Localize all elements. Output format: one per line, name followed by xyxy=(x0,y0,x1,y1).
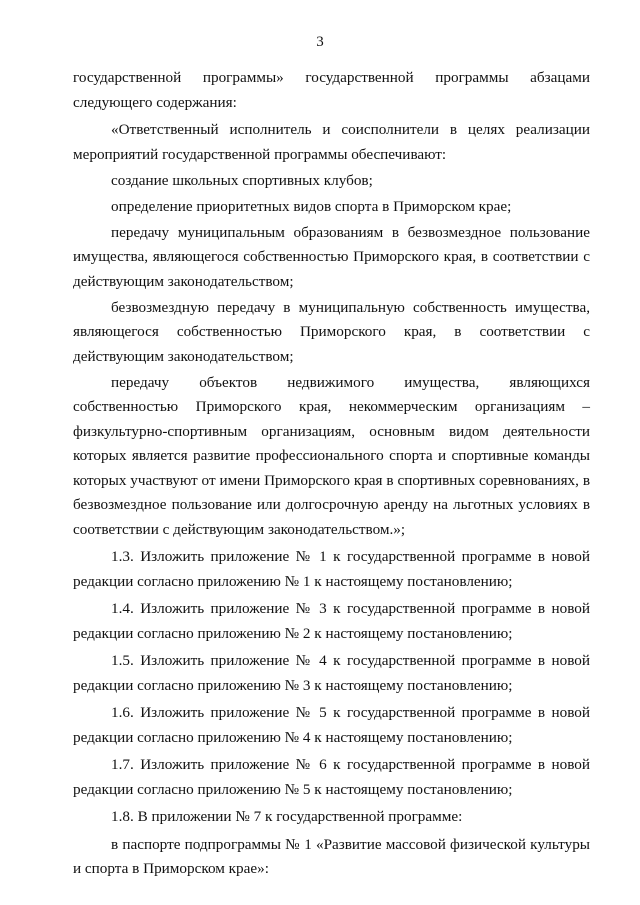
paragraph-8: 1.3. Изложить приложение № 1 к государственной программе в новой редакции согласно приложению № 1 к настоящему постановлению; xyxy=(73,548,590,590)
paragraph-5: передачу муниципальным образованиям в безвозмездное пользование имущества, являющегося собственностью Приморского края, в соответствии с действующим законодательством; xyxy=(73,223,590,290)
paragraph-4: определение приоритетных видов спорта в Приморском крае; xyxy=(111,197,512,215)
paragraph-13: 1.8. В приложении № 7 к государственной программе: xyxy=(111,808,463,826)
paragraph-3: создание школьных спортивных клубов; xyxy=(111,171,373,189)
document-body xyxy=(73,66,590,884)
paragraph-2: «Ответственный исполнитель и соисполнители в целях реализации мероприятий государственной программы обеспечивают: xyxy=(73,121,590,163)
paragraph-10: 1.5. Изложить приложение № 4 к государственной программе в новой редакции согласно приложению № 3 к настоящему постановлению; xyxy=(73,652,590,694)
paragraph-12: 1.7. Изложить приложение № 6 к государственной программе в новой редакции согласно приложению № 5 к настоящему постановлению; xyxy=(73,756,590,798)
paragraph-9: 1.4. Изложить приложение № 3 к государственной программе в новой редакции согласно приложению № 2 к настоящему постановлению; xyxy=(73,600,590,642)
paragraph-11: 1.6. Изложить приложение № 5 к государственной программе в новой редакции согласно приложению № 4 к настоящему постановлению; xyxy=(73,704,590,746)
paragraph-1: государственной программы» государственной программы абзацами следующего содержания: xyxy=(73,69,590,111)
paragraph-7: передачу объектов недвижимого имущества, являющихся собственностью Приморского края, некоммерческим организациям – физкультурно-спортивным организациям, основным видом деятельности которых является развитие профессионального спорта и спортивные команды которых участвуют от имени Приморского края в спортивных соревнованиях, в безвозмездное пользование или долгосрочную аренду на льготных условиях в соответствии с действующим законодательством.»; xyxy=(73,373,590,538)
paragraph-14: в паспорте подпрограммы № 1 «Развитие массовой физической культуры и спорта в Приморском крае»: xyxy=(73,835,590,878)
page-number: 3 xyxy=(316,34,324,50)
paragraph-6: безвозмездную передачу в муниципальную собственность имущества, являющегося собственностью Приморского края, в соответствии с действующим законодательством; xyxy=(73,298,590,365)
